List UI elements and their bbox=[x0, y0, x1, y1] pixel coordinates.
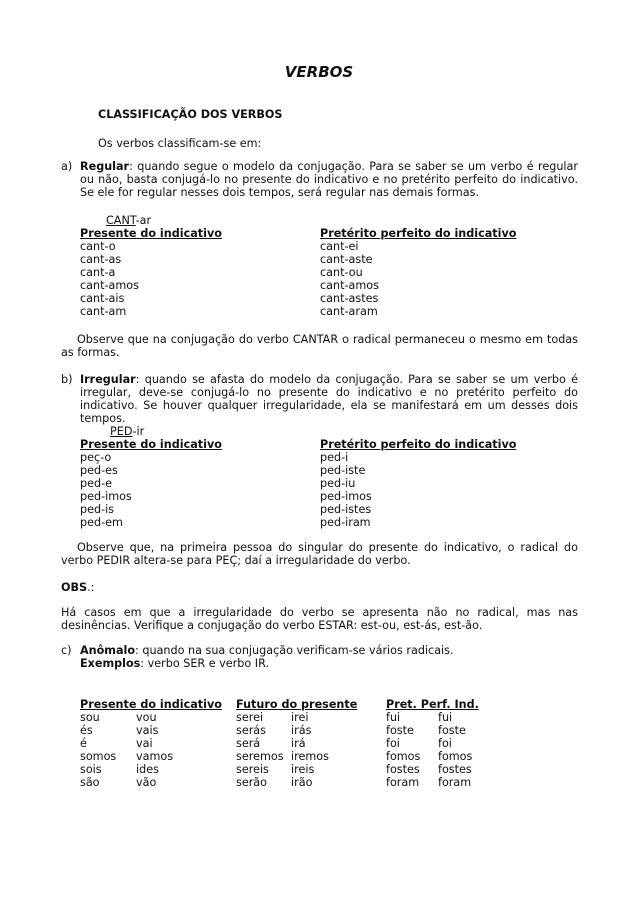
irregular-observation: Observe que, na primeira pessoa do singular do presente do indicativo, o radical do verbo PEDIR altera-se para PEÇ; daí a irregularidade do verbo. bbox=[61, 541, 578, 567]
conjugation-item: cant-astes bbox=[320, 292, 379, 305]
regular-preterito-header: Pretérito perfeito do indicativo bbox=[320, 227, 517, 240]
conjugation-item: serão bbox=[236, 776, 268, 789]
anomalo-pret-header: Pret. Perf. Ind. bbox=[386, 698, 479, 711]
conjugation-item: foste bbox=[438, 724, 466, 737]
conjugation-item: ped-em bbox=[80, 516, 123, 529]
regular-observation: Observe que na conjugação do verbo CANTAR o radical permaneceu o mesmo em todas as formas. bbox=[61, 333, 578, 359]
exemplos-text: : verbo SER e verbo IR. bbox=[140, 657, 270, 670]
conjugation-item: iremos bbox=[291, 750, 329, 763]
intro-text: Os verbos classificam-se em: bbox=[98, 137, 262, 150]
conjugation-item: são bbox=[80, 776, 100, 789]
conjugation-item: ped-iu bbox=[320, 477, 356, 490]
conjugation-item: é bbox=[80, 737, 87, 750]
conjugation-item: fui bbox=[386, 711, 401, 724]
obs-heading bbox=[61, 581, 94, 594]
conjugation-item: ireis bbox=[291, 763, 315, 776]
conjugation-item: foi bbox=[386, 737, 400, 750]
conjugation-item: irás bbox=[291, 724, 312, 737]
irregular-presente-header: Presente do indicativo bbox=[80, 438, 222, 451]
conjugation-item: foi bbox=[438, 737, 452, 750]
conjugation-item: serei bbox=[236, 711, 264, 724]
obs-colon: .: bbox=[87, 581, 95, 594]
page-title: VERBOS bbox=[284, 63, 354, 81]
anomalo-marker: c) bbox=[61, 644, 72, 657]
regular-presente-header: Presente do indicativo bbox=[80, 227, 222, 240]
conjugation-item: vais bbox=[136, 724, 159, 737]
regular-radical-line bbox=[106, 214, 151, 227]
conjugation-item: cant-aram bbox=[320, 305, 378, 318]
anomalo-term: Anômalo bbox=[80, 644, 136, 657]
conjugation-item: vai bbox=[136, 737, 153, 750]
regular-paragraph bbox=[80, 160, 578, 199]
conjugation-item: será bbox=[236, 737, 261, 750]
conjugation-item: ped-e bbox=[80, 477, 113, 490]
regular-preterito-column bbox=[320, 227, 516, 318]
conjugation-item: ped-iram bbox=[320, 516, 371, 529]
conjugation-item: seremos bbox=[236, 750, 284, 763]
conjugation-item: vou bbox=[136, 711, 157, 724]
conjugation-item: somos bbox=[80, 750, 117, 763]
conjugation-item: fostes bbox=[386, 763, 420, 776]
regular-marker: a) bbox=[61, 160, 73, 173]
conjugation-item: irá bbox=[291, 737, 306, 750]
irregular-marker: b) bbox=[61, 373, 73, 386]
obs-text: Há casos em que a irregularidade do verbo se apresenta não no radical, mas nas desinências. Verifique a conjugação do verbo ESTAR: est-ou, est-ás, est-ão. bbox=[61, 606, 578, 632]
conjugation-item: serás bbox=[236, 724, 266, 737]
conjugation-item: ped-istes bbox=[320, 503, 372, 516]
conjugation-item: sereis bbox=[236, 763, 269, 776]
irregular-radical-line bbox=[110, 425, 144, 438]
conjugation-item: sou bbox=[80, 711, 100, 724]
conjugation-item: cant-amos bbox=[320, 279, 379, 292]
obs-label: OBS bbox=[61, 581, 88, 594]
irregular-preterito-column bbox=[320, 438, 516, 529]
conjugation-item: foste bbox=[386, 724, 414, 737]
conjugation-item: ped-imos bbox=[80, 490, 132, 503]
conjugation-item: cant-o bbox=[80, 240, 116, 253]
irregular-paragraph bbox=[80, 373, 578, 425]
conjugation-item: fui bbox=[438, 711, 453, 724]
regular-presente-column bbox=[80, 227, 222, 318]
conjugation-item: fostes bbox=[438, 763, 472, 776]
conjugation-item: ped-imos bbox=[320, 490, 372, 503]
regular-radical: CANT bbox=[106, 214, 136, 227]
regular-suffix: -ar bbox=[135, 214, 152, 227]
conjugation-item: irei bbox=[291, 711, 309, 724]
conjugation-item: fomos bbox=[386, 750, 421, 763]
irregular-presente-column bbox=[80, 438, 222, 529]
conjugation-item: vão bbox=[136, 776, 157, 789]
presente-ir-column bbox=[136, 711, 173, 789]
conjugation-item: foram bbox=[386, 776, 420, 789]
anomalo-presente-header: Presente do indicativo bbox=[80, 698, 222, 711]
anomalo-futuro-header: Futuro do presente bbox=[236, 698, 358, 711]
regular-text: : quando segue o modelo da conjugação. Para se saber se um verbo é regular ou não, basta conjugá-lo no presente do indicativo e no pretérito perfeito do indicativo. Se ele for regular nesses dois tempos, será regular nas demais formas. bbox=[80, 160, 578, 199]
conjugation-item: cant-aste bbox=[320, 253, 373, 266]
conjugation-item: fomos bbox=[438, 750, 473, 763]
presente-ser-column bbox=[80, 711, 116, 789]
anomalo-paragraph bbox=[80, 644, 578, 670]
conjugation-item: ped-is bbox=[80, 503, 115, 516]
irregular-suffix: -ir bbox=[132, 425, 145, 438]
exemplos-label: Exemplos bbox=[80, 657, 141, 670]
conjugation-item: irão bbox=[291, 776, 313, 789]
pret-ser-column bbox=[386, 711, 420, 789]
irregular-text: : quando se afasta do modelo da conjugação. Para se saber se um verbo é irregular, deve-se conjugá-lo no presente do indicativo e no pretérito perfeito do indicativo. Se houver qualquer irregularidade, ela se manifestará em um desses dois tempos. bbox=[80, 373, 578, 425]
irregular-preterito-header: Pretérito perfeito do indicativo bbox=[320, 438, 517, 451]
conjugation-item: cant-as bbox=[80, 253, 122, 266]
conjugation-item: cant-am bbox=[80, 305, 127, 318]
irregular-radical: PED bbox=[110, 425, 133, 438]
conjugation-item: cant-amos bbox=[80, 279, 139, 292]
conjugation-item: sois bbox=[80, 763, 102, 776]
conjugation-item: cant-a bbox=[80, 266, 116, 279]
conjugation-item: cant-ei bbox=[320, 240, 359, 253]
conjugation-item: cant-ou bbox=[320, 266, 363, 279]
pret-ir-column bbox=[438, 711, 472, 789]
conjugation-item: peç-o bbox=[80, 451, 112, 464]
conjugation-item: foram bbox=[438, 776, 472, 789]
regular-term: Regular bbox=[80, 160, 130, 173]
conjugation-item: cant-ais bbox=[80, 292, 125, 305]
conjugation-item: ped-iste bbox=[320, 464, 366, 477]
futuro-ir-column bbox=[291, 711, 329, 789]
conjugation-item: ped-es bbox=[80, 464, 118, 477]
irregular-term: Irregular bbox=[80, 373, 136, 386]
conjugation-item: vamos bbox=[136, 750, 174, 763]
anomalo-text: : quando na sua conjugação verificam-se vários radicais. bbox=[135, 644, 454, 657]
conjugation-item: ides bbox=[136, 763, 159, 776]
conjugation-item: és bbox=[80, 724, 93, 737]
futuro-ser-column bbox=[236, 711, 284, 789]
conjugation-item: ped-i bbox=[320, 451, 349, 464]
section-subtitle: CLASSIFICAÇÃO DOS VERBOS bbox=[98, 108, 283, 121]
